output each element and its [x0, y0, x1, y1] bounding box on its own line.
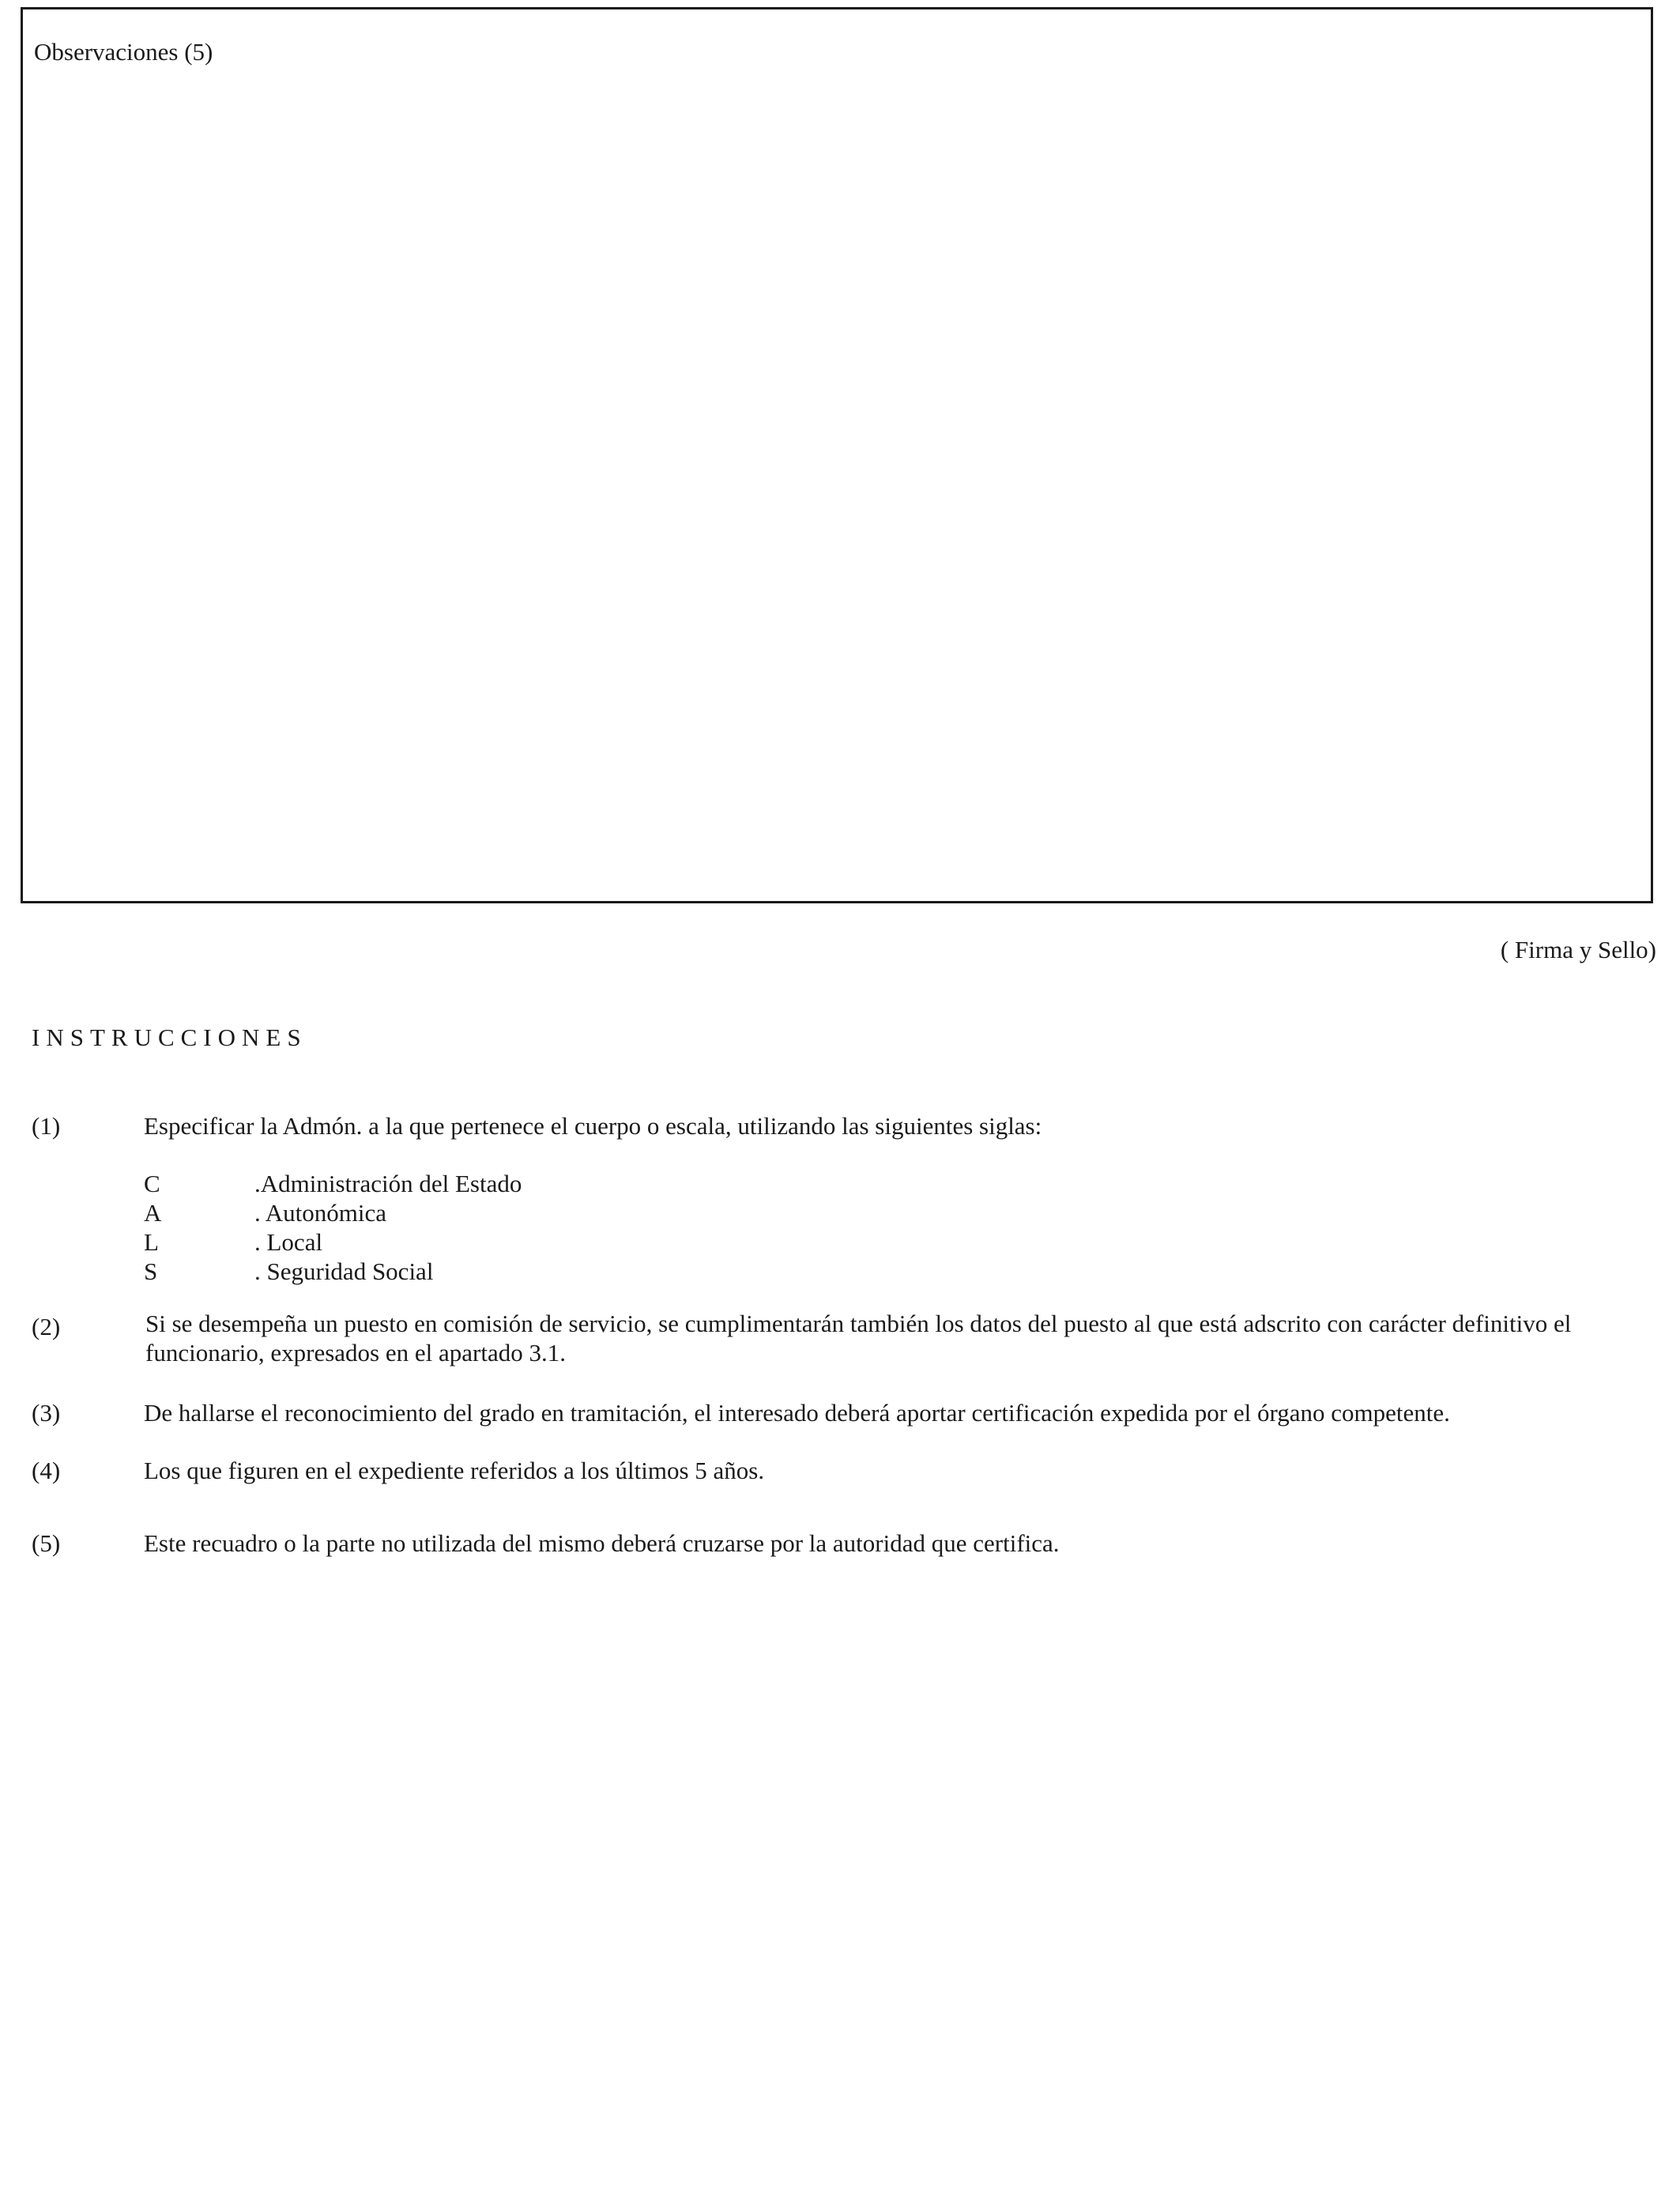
note-3-text: De hallarse el reconocimiento del grado en tramitación, el interesado deberá aportar certificación expedida por el órgano competente. [144, 1399, 1450, 1427]
signature-label: ( Firma y Sello) [1500, 936, 1656, 963]
sigla-description: .Administración del Estado [254, 1170, 522, 1197]
sigla-code: A [144, 1199, 162, 1227]
sigla-code: C [144, 1170, 160, 1197]
sigla-description: . Autonómica [254, 1199, 387, 1227]
note-2-number: (2) [32, 1313, 61, 1340]
note-4-text: Los que figuren en el expediente referidos a los últimos 5 años. [144, 1457, 765, 1484]
instructions-title: INSTRUCCIONES [32, 1023, 307, 1051]
note-4-number: (4) [32, 1457, 61, 1484]
sigla-description: . Local [254, 1228, 323, 1256]
note-5-text: Este recuadro o la parte no utilizada del mismo deberá cruzarse por la autoridad que certifica. [144, 1529, 1060, 1557]
sigla-code: L [144, 1228, 159, 1256]
sigla-description: . Seguridad Social [254, 1257, 434, 1285]
note-5-number: (5) [32, 1529, 61, 1557]
note-3-number: (3) [32, 1399, 61, 1427]
observations-box[interactable] [21, 7, 1653, 903]
note-2-text: Si se desempeña un puesto en comisión de servicio, se cumplimentarán también los datos del puesto al que está adscrito con carácter definitivo el funcionario, expresados en el apartado 3.1. [145, 1310, 1572, 1367]
note-1-number: (1) [32, 1112, 61, 1140]
sigla-code: S [144, 1257, 158, 1285]
note-1-text: Especificar la Admón. a la que pertenece el cuerpo o escala, utilizando las siguientes siglas: [144, 1112, 1042, 1140]
observations-label: Observaciones (5) [34, 38, 213, 66]
